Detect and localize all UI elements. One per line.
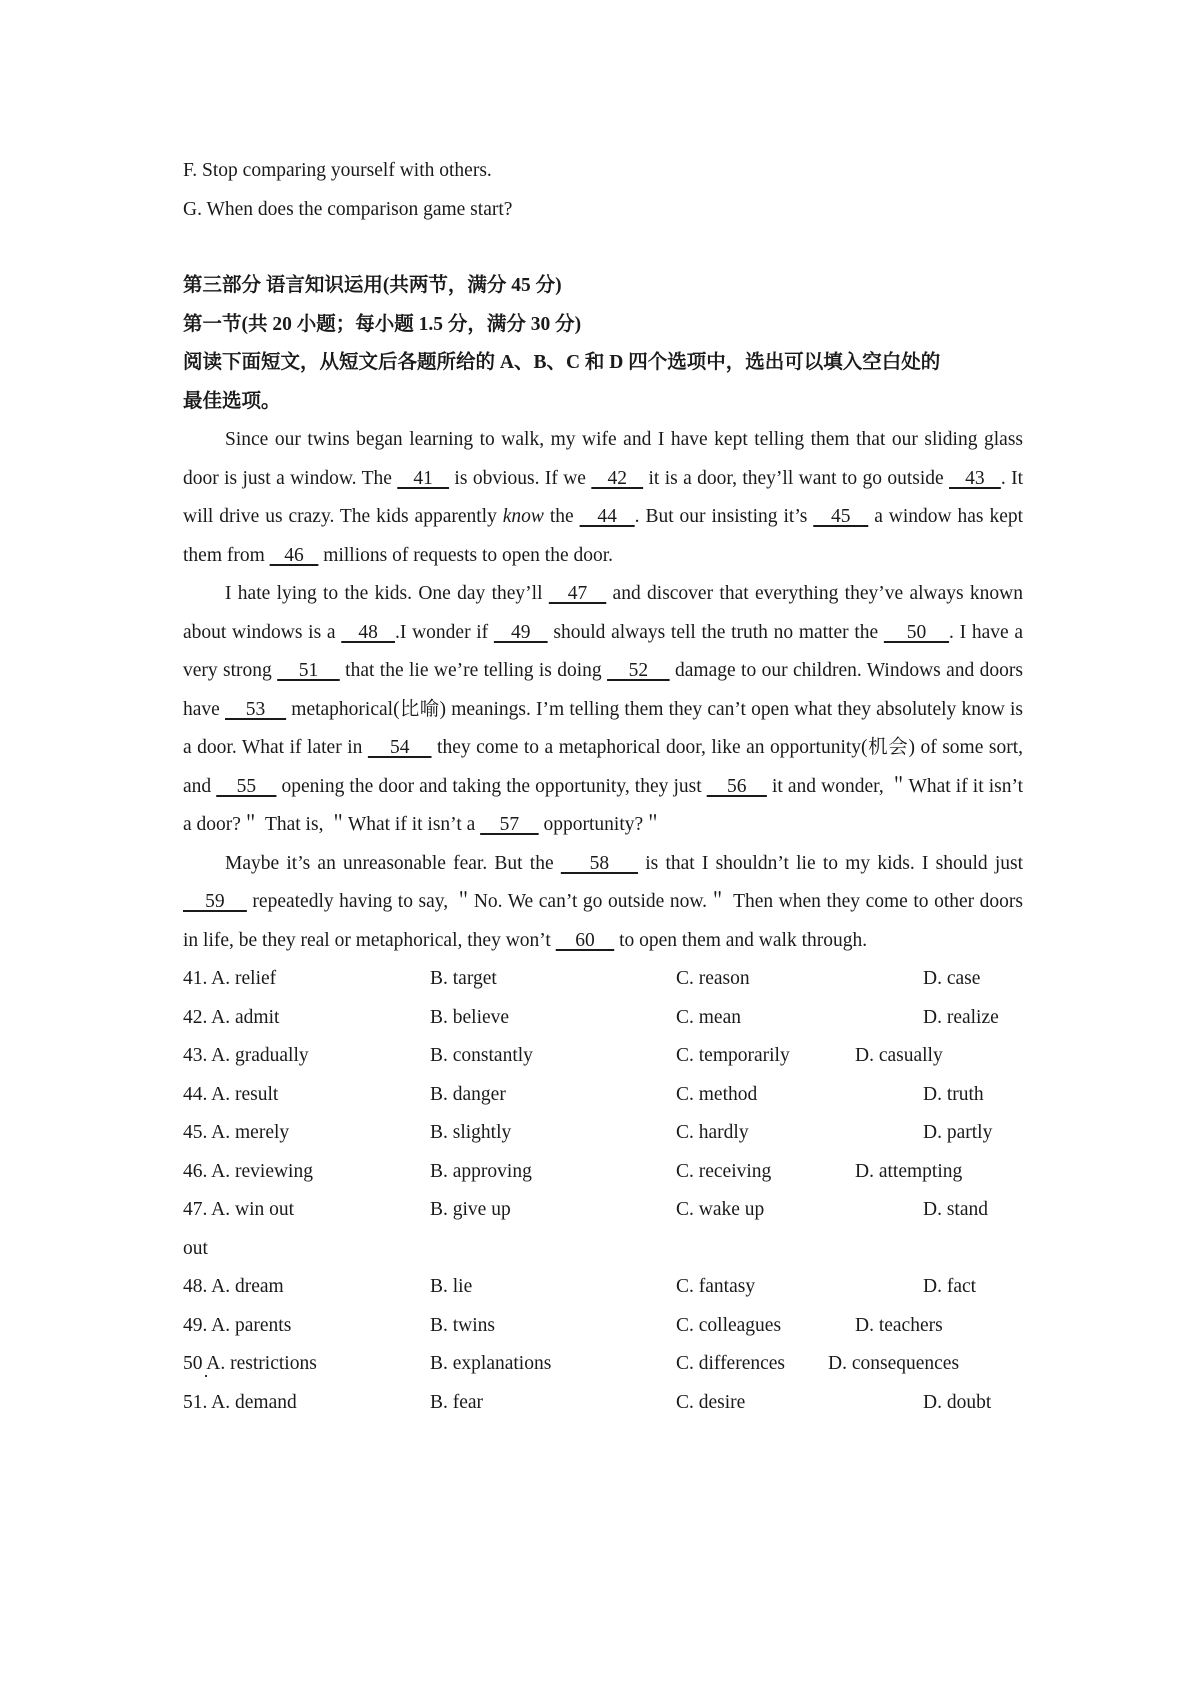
passage-text: Maybe it’s an unreasonable fear. But the	[225, 852, 561, 874]
part-title: 第三部分 语言知识运用(共两节，满分 45 分)	[183, 275, 562, 296]
option-f: F. Stop comparing yourself with others.	[183, 160, 492, 181]
option-a: 45. A. merely	[183, 1122, 290, 1143]
option-b: B. explanations	[430, 1353, 552, 1374]
option-d: D. attempting	[855, 1160, 963, 1182]
option-b: B. believe	[430, 1006, 510, 1028]
passage-text: Since our twins began learning to walk, my wife and I have kept telling them that our sliding glass door is just a window. The	[183, 429, 1023, 489]
question-row	[183, 1153, 1023, 1192]
answer-blank: 58	[560, 852, 639, 874]
question-row	[183, 1037, 1023, 1076]
passage-text: is that I shouldn’t lie to my kids. I should just	[638, 852, 1024, 874]
option-d: D. partly	[923, 1122, 993, 1143]
option-d: D. truth	[923, 1083, 984, 1105]
option-c: C. receiving	[676, 1160, 772, 1182]
passage-text: should always tell the truth no matter the	[547, 621, 884, 643]
option-c: C. reason	[676, 968, 750, 989]
passage-text: I hate lying to the kids. One day they’ll	[225, 583, 549, 604]
passage-text: they come to a metaphorical door, like an opportunity(机会) of some sort, and	[183, 737, 1024, 797]
option-d: D. case	[923, 968, 981, 989]
answer-blank: 54	[367, 737, 432, 758]
emphasis-text: know	[502, 506, 544, 527]
option-c: C. fantasy	[676, 1276, 756, 1297]
passage-text: opening the door and taking the opportunity, they just	[276, 775, 707, 797]
answer-blank: 56	[706, 775, 767, 797]
answer-blank: 52	[607, 660, 670, 681]
option-d-wrap: out	[183, 1237, 208, 1259]
answer-blank: 59	[183, 891, 247, 912]
option-d: D. casually	[855, 1045, 943, 1066]
option-b: B. approving	[430, 1160, 532, 1182]
option-a: 48. A. dream	[183, 1276, 284, 1297]
answer-blank: 45	[813, 506, 869, 527]
passage-text: millions of requests to open the door.	[318, 544, 614, 566]
answer-blank: 60	[555, 929, 615, 951]
option-c: C. wake up	[676, 1199, 765, 1220]
option-d: D. teachers	[855, 1314, 943, 1336]
option-a: 49. A. parents	[183, 1314, 292, 1336]
option-a: 43. A. gradually	[183, 1045, 309, 1066]
passage-text: that the lie we’re telling is doing	[339, 660, 608, 681]
passage-text: . It will drive us crazy. The kids apparently	[183, 467, 1023, 527]
passage-text: .I wonder if	[395, 621, 494, 643]
question-row	[183, 1345, 1023, 1384]
option-g: G. When does the comparison game start?	[183, 198, 513, 220]
answer-blank: 44	[579, 506, 635, 527]
passage-text: the	[543, 506, 580, 527]
answer-blank: 49	[493, 621, 548, 643]
option-c: C. differences	[676, 1353, 786, 1374]
option-a: 47. A. win out	[183, 1199, 295, 1220]
option-b: B. constantly	[430, 1045, 533, 1066]
question-row	[183, 960, 1023, 999]
option-b: B. fear	[430, 1391, 484, 1413]
question-row	[183, 999, 1023, 1038]
option-c: C. method	[676, 1083, 758, 1105]
answer-blank: 55	[216, 775, 277, 797]
option-d: D. doubt	[923, 1391, 992, 1413]
option-c: C. mean	[676, 1006, 741, 1028]
passage-text: metaphorical(比喻) meanings. I’m telling them they can’t open what they absolutely know is a door. What if later in	[183, 698, 1024, 758]
passage-text: it and wonder, ＂What if it isn’t a door?＂ That is, ＂What if it isn’t a	[183, 775, 1024, 835]
option-a: 50 A. restrictions	[183, 1353, 317, 1374]
exam-page	[183, 152, 1023, 1422]
answer-blank: 42	[591, 467, 644, 489]
instruction-line-2: 最佳选项。	[183, 390, 281, 412]
option-c: C. desire	[676, 1391, 746, 1413]
answer-blank: 57	[480, 814, 539, 835]
passage-text: it is a door, they’ll want to go outside	[643, 467, 950, 489]
question-row	[183, 1076, 1023, 1115]
section-subtitle: 第一节(共 20 小题；每小题 1.5 分，满分 30 分)	[183, 313, 582, 335]
answer-blank: 53	[225, 698, 287, 720]
answer-blank: 48	[341, 621, 395, 643]
question-row	[183, 1191, 1023, 1230]
option-b: B. give up	[430, 1199, 511, 1220]
passage-text: to open them and walk through.	[614, 929, 868, 951]
question-row	[183, 1307, 1023, 1346]
option-c: C. temporarily	[676, 1045, 790, 1066]
answer-blank: 43	[949, 467, 1001, 489]
question-row	[183, 1268, 1023, 1307]
option-b: B. target	[430, 968, 497, 989]
option-d: D. fact	[923, 1276, 977, 1297]
option-b: B. lie	[430, 1276, 473, 1297]
option-b: B. danger	[430, 1083, 506, 1105]
answer-blank: 51	[277, 660, 340, 681]
answer-blank: 50	[883, 621, 950, 643]
passage-paragraph-2	[183, 575, 1023, 845]
answer-blank: 41	[397, 467, 450, 489]
passage-text: opportunity?＂	[538, 814, 663, 835]
question-row	[183, 1384, 1023, 1423]
passage-text: is obvious. If we	[449, 467, 592, 489]
passage-text: . I have a very strong	[183, 621, 1024, 681]
option-b: B. twins	[430, 1314, 496, 1336]
option-c: C. hardly	[676, 1122, 749, 1143]
passage-text: . But our insisting it’s	[634, 506, 814, 527]
answer-blank: 47	[548, 583, 607, 604]
passage-paragraph-3	[183, 845, 1023, 961]
option-d: D. stand	[923, 1199, 988, 1220]
option-a: 46. A. reviewing	[183, 1160, 313, 1182]
passage-paragraph-1	[183, 421, 1023, 575]
option-a: 44. A. result	[183, 1083, 279, 1105]
instruction-line-1: 阅读下面短文，从短文后各题所给的 A、B、C 和 D 四个选项中，选出可以填入空白处的	[183, 352, 941, 373]
question-row	[183, 1114, 1023, 1153]
passage-text: repeatedly having to say, ＂No. We can’t go outside now.＂ Then when they come to other doors in life, be they real or metaphorical, they won’t	[183, 891, 1024, 951]
answer-blank: 46	[269, 544, 319, 566]
option-a: 41. A. relief	[183, 968, 277, 989]
option-a: 42. A. admit	[183, 1006, 280, 1028]
question-list	[183, 960, 1023, 1422]
passage-text: a window has kept them from	[183, 506, 1024, 566]
option-d: D. realize	[923, 1006, 999, 1028]
passage-text: and discover that everything they’ve always known about windows is a	[183, 583, 1023, 643]
option-a: 51. A. demand	[183, 1391, 297, 1413]
passage-text: damage to our children. Windows and doors have	[183, 660, 1024, 720]
option-d: D. consequences	[828, 1353, 960, 1374]
option-b: B. slightly	[430, 1122, 512, 1143]
stray-dot	[205, 1375, 207, 1377]
option-c: C. colleagues	[676, 1314, 782, 1336]
